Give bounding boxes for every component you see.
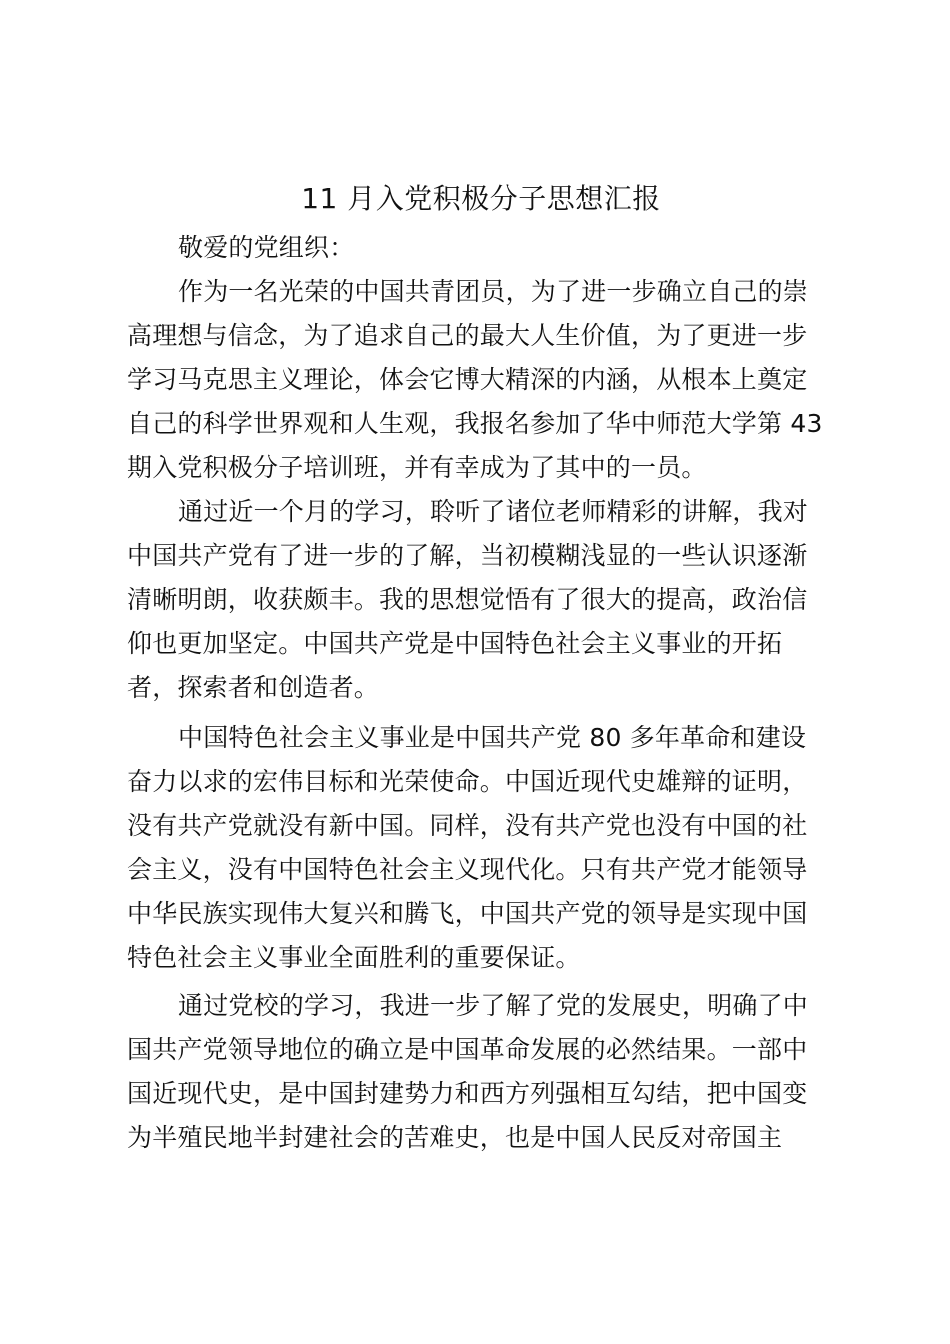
- paragraph-line: 为半殖民地半封建社会的苦难史，也是中国人民反对帝国主: [127, 1123, 783, 1152]
- paragraph-line: 通过党校的学习，我进一步了解了党的发展史，明确了中: [178, 991, 809, 1020]
- paragraph-line: 国近现代史，是中国封建势力和西方列强相互勾结，把中国变: [127, 1079, 808, 1108]
- paragraph-line: 高理想与信念，为了追求自己的最大人生价值，为了更进一步: [127, 321, 808, 350]
- paragraph-line: 通过近一个月的学习，聆听了诸位老师精彩的讲解，我对: [178, 497, 809, 526]
- paragraph-line: 国共产党领导地位的确立是中国革命发展的必然结果。一部中: [127, 1035, 808, 1064]
- paragraph-line: 学习马克思主义理论，体会它博大精深的内涵，从根本上奠定: [127, 365, 808, 394]
- paragraph-line: 清晰明朗，收获颇丰。我的思想觉悟有了很大的提高，政治信: [127, 585, 808, 614]
- paragraph-line: 奋力以求的宏伟目标和光荣使命。中国近现代史雄辩的证明，: [127, 767, 808, 796]
- salutation: 敬爱的党组织：: [178, 233, 355, 262]
- paragraph-line: 会主义，没有中国特色社会主义现代化。只有共产党才能领导: [127, 855, 808, 884]
- paragraph-line: 期入党积极分子培训班，并有幸成为了其中的一员。: [127, 453, 707, 482]
- paragraph-line: 没有共产党就没有新中国。同样，没有共产党也没有中国的社: [127, 811, 808, 840]
- paragraph-line: 中国特色社会主义事业是中国共产党 80 多年革命和建设: [178, 723, 807, 752]
- document-title: 11 月入党积极分子思想汇报: [301, 182, 661, 215]
- paragraph-line: 中国共产党有了进一步的了解，当初模糊浅显的一些认识逐渐: [127, 541, 808, 570]
- paragraph-line: 作为一名光荣的中国共青团员，为了进一步确立自己的崇: [178, 277, 809, 306]
- paragraph-line: 自己的科学世界观和人生观，我报名参加了华中师范大学第 43: [127, 409, 823, 438]
- paragraph-line: 仰也更加坚定。中国共产党是中国特色社会主义事业的开拓: [127, 629, 783, 658]
- paragraph-line: 者，探索者和创造者。: [127, 673, 380, 702]
- paragraph-line: 中华民族实现伟大复兴和腾飞，中国共产党的领导是实现中国: [127, 899, 808, 928]
- paragraph-line: 特色社会主义事业全面胜利的重要保证。: [127, 943, 581, 972]
